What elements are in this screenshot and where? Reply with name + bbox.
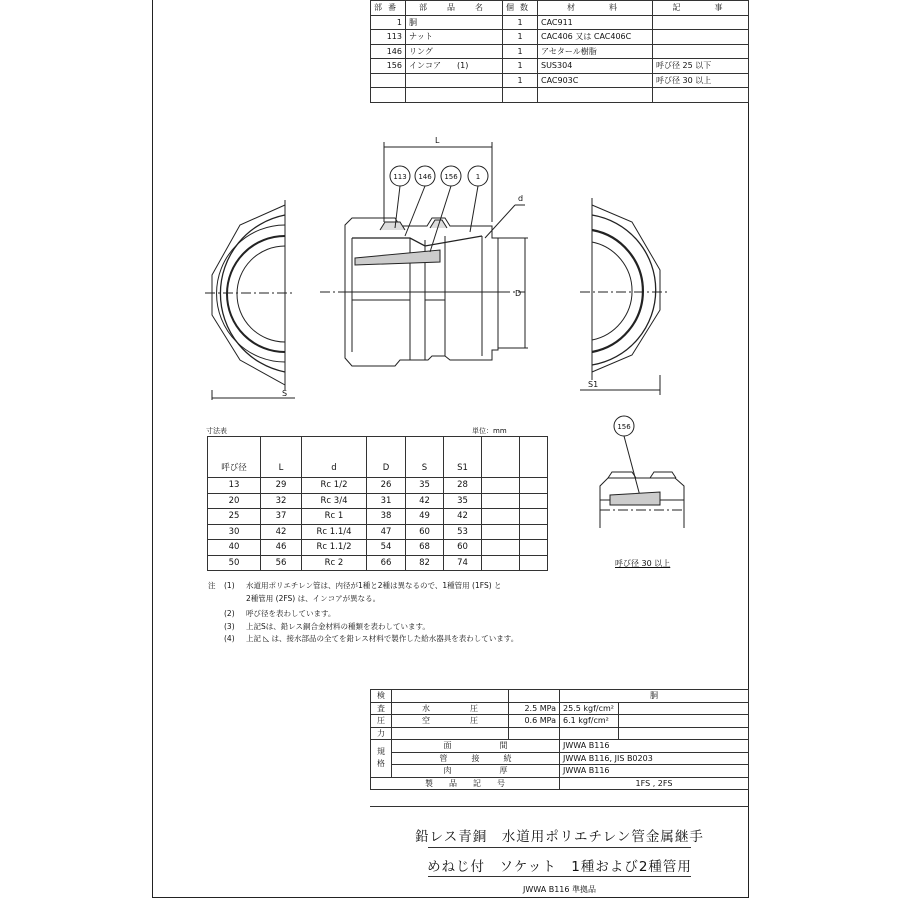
dims-cell: 31	[367, 493, 406, 509]
dims-cell: 47	[367, 524, 406, 540]
note-text: 呼び径を表わしています。	[246, 609, 336, 619]
dims-cell: 60	[444, 540, 482, 556]
detail-view	[600, 416, 684, 528]
note-text: 水道用ポリエチレン管は、内径が1種と2種は異なるので、1種管用 (1FS) と	[246, 581, 502, 590]
dims-cell: 74	[444, 555, 482, 571]
dims-row	[208, 524, 548, 540]
note-text: 上記 ◺ は、接水部品の全てを鉛レス材料で製作した給水器具を表わしています。	[246, 634, 519, 644]
part-qty: 1	[503, 59, 538, 74]
part-material: アセタール樹脂	[538, 44, 653, 59]
dims-cell	[520, 478, 548, 494]
left-end-view	[205, 200, 295, 400]
balloon-1: 1	[475, 173, 481, 181]
note-item	[208, 593, 518, 606]
dim-L-label: L	[435, 136, 440, 145]
dims-cell: 82	[406, 555, 444, 571]
part-number: 1	[371, 15, 406, 30]
dims-cell: Rc 3/4	[302, 493, 367, 509]
dims-cell: 60	[406, 524, 444, 540]
spec-row	[371, 765, 749, 778]
insp-side-label: 圧	[371, 715, 392, 728]
note-number: (3)	[224, 621, 235, 631]
dims-cell: Rc 1	[302, 509, 367, 525]
spec-row	[371, 752, 749, 765]
dims-cell: Rc 1/2	[302, 478, 367, 494]
part-number: 146	[371, 44, 406, 59]
title-line-1: 鉛レス青銅 水道用ポリエチレン管金属継手	[415, 829, 704, 845]
dims-cell: 56	[261, 555, 302, 571]
right-end-view	[580, 198, 670, 395]
dim-S-label: S	[282, 389, 288, 398]
spec-value: JWWA B116	[560, 740, 749, 753]
dims-cell: 66	[367, 555, 406, 571]
dims-table-unit: 単位：mm	[472, 427, 507, 435]
note-item	[208, 580, 518, 593]
dims-row	[208, 478, 548, 494]
detail-balloon-156: 156	[617, 423, 631, 431]
insp-side-label: 査	[371, 702, 392, 715]
insp-value-mpa: 2.5 MPa	[509, 702, 560, 715]
note-text: 上記Sは、鉛レス銅合金材料の種類を表わしています。	[246, 621, 430, 631]
dims-row	[208, 509, 548, 525]
dims-cell: 37	[261, 509, 302, 525]
dims-header-cell: S	[406, 437, 444, 478]
dims-cell: 53	[444, 524, 482, 540]
parts-header-cell: 部番	[371, 1, 406, 16]
insp-value-kgf: 6.1 kgf/cm²	[560, 715, 619, 728]
dims-header-cell: L	[261, 437, 302, 478]
dims-row	[208, 540, 548, 556]
part-name: インコア (1)	[406, 59, 503, 74]
product-code-label: 製 品 記 号	[371, 777, 560, 790]
dims-header-cell: S1	[444, 437, 482, 478]
dims-row	[208, 493, 548, 509]
dims-row	[208, 555, 548, 571]
dims-cell: 13	[208, 478, 261, 494]
note-text: 2種管用 (2FS) は、インコアが異なる。	[246, 593, 381, 603]
balloon-146: 146	[418, 173, 432, 181]
dims-cell	[520, 540, 548, 556]
notes-label: 注	[208, 581, 216, 590]
insp-row	[371, 702, 749, 715]
product-code-row	[371, 777, 749, 790]
spec-item: 肉 厚	[392, 765, 560, 778]
dims-cell: 38	[367, 509, 406, 525]
spec-item: 面 間	[392, 740, 560, 753]
dims-cell	[482, 555, 520, 571]
dims-header-cell	[520, 437, 548, 478]
dims-cell: 35	[444, 493, 482, 509]
dims-cell	[482, 524, 520, 540]
dims-cell: Rc 2	[302, 555, 367, 571]
parts-header-cell: 部 品 名	[406, 1, 503, 16]
dims-cell: 42	[261, 524, 302, 540]
dims-cell: 30	[208, 524, 261, 540]
dims-cell: 42	[444, 509, 482, 525]
spec-value: JWWA B116	[560, 765, 749, 778]
note-number: (4)	[224, 634, 235, 644]
part-name: ナット	[406, 30, 503, 45]
balloon-156: 156	[444, 173, 458, 181]
note-item	[208, 633, 518, 646]
note-number: (1)	[224, 581, 235, 590]
part-number: 156	[371, 59, 406, 74]
part-qty: 1	[503, 44, 538, 59]
insp-item: 水 圧	[392, 702, 509, 715]
dims-header-cell: 呼び径	[208, 437, 261, 478]
dims-header-row	[208, 437, 548, 478]
part-name: 胴	[406, 15, 503, 30]
note-item	[208, 621, 518, 634]
dims-cell	[482, 493, 520, 509]
dims-cell: 35	[406, 478, 444, 494]
insp-side-label: 力	[371, 727, 392, 740]
part-material: CAC911	[538, 15, 653, 30]
dims-header-cell	[482, 437, 520, 478]
insp-header-row	[371, 690, 749, 703]
dims-cell	[520, 555, 548, 571]
part-name: リング	[406, 44, 503, 59]
dims-header-cell: D	[367, 437, 406, 478]
dims-cell: 42	[406, 493, 444, 509]
spec-value: JWWA B116, JIS B0203	[560, 752, 749, 765]
insp-item: 空 圧	[392, 715, 509, 728]
dims-cell: 68	[406, 540, 444, 556]
insp-row	[371, 715, 749, 728]
title-line-2: めねじ付 ソケット 1種および2種管用	[427, 859, 692, 875]
spec-item: 管 接 続	[392, 752, 560, 765]
parts-header-cell: 個数	[503, 1, 538, 16]
dims-cell: 20	[208, 493, 261, 509]
dims-cell: 32	[261, 493, 302, 509]
insp-value-kgf: 25.5 kgf/cm²	[560, 702, 619, 715]
notes-section	[208, 580, 518, 646]
part-remark: 呼び径 25 以下	[653, 59, 749, 74]
dims-cell: 54	[367, 540, 406, 556]
part-qty: 1	[503, 30, 538, 45]
title-standard: JWWA B116 準拠品	[522, 885, 597, 894]
dim-D-label: D	[515, 289, 522, 298]
part-qty: 1	[503, 15, 538, 30]
dims-cell	[520, 493, 548, 509]
dims-cell: 50	[208, 555, 261, 571]
part-remark: 呼び径 30 以上	[653, 73, 749, 88]
product-code: 1FS , 2FS	[560, 777, 749, 790]
part-material: CAC406 又は CAC406C	[538, 30, 653, 45]
insp-header-body: 胴	[560, 690, 749, 703]
dims-cell	[482, 540, 520, 556]
title-block	[370, 806, 749, 899]
dims-cell: 25	[208, 509, 261, 525]
dims-cell	[482, 478, 520, 494]
dims-cell: 49	[406, 509, 444, 525]
dim-S1-label: S1	[588, 380, 599, 389]
spec-side-label: 規 格	[371, 740, 392, 778]
dim-d-label: d	[518, 194, 524, 203]
inspection-table	[370, 689, 749, 790]
parts-header-cell: 材 料	[538, 1, 653, 16]
dims-cell: 46	[261, 540, 302, 556]
part-material: SUS304	[538, 59, 653, 74]
part-material: CAC903C	[538, 73, 653, 88]
note-number: (2)	[224, 609, 235, 619]
insp-side-label: 検	[371, 690, 392, 703]
dims-cell: 26	[367, 478, 406, 494]
dims-table-title: 寸法表	[206, 427, 227, 435]
parts-header-cell: 記 事	[653, 1, 749, 16]
part-qty: 1	[503, 73, 538, 88]
dims-cell: 40	[208, 540, 261, 556]
dims-cell	[520, 524, 548, 540]
dims-cell: 28	[444, 478, 482, 494]
dims-cell: 29	[261, 478, 302, 494]
dims-cell: Rc 1.1/2	[302, 540, 367, 556]
insp-row	[371, 727, 749, 740]
dims-cell	[520, 509, 548, 525]
dims-cell	[482, 509, 520, 525]
part-number: 113	[371, 30, 406, 45]
insp-value-mpa: 0.6 MPa	[509, 715, 560, 728]
dims-cell: Rc 1.1/4	[302, 524, 367, 540]
note-item	[208, 608, 518, 621]
dimension-table	[207, 436, 548, 571]
spec-row	[371, 740, 749, 753]
balloon-113: 113	[393, 173, 407, 181]
dims-header-cell: d	[302, 437, 367, 478]
detail-caption: 呼び径 30 以上	[615, 559, 671, 568]
